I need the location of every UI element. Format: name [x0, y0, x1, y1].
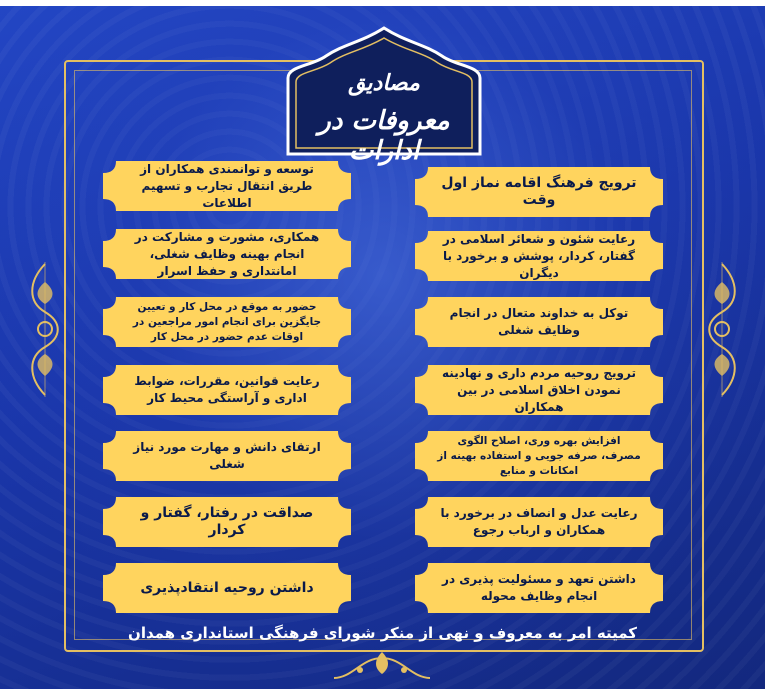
card-left-5	[102, 430, 352, 482]
card-right-3	[414, 296, 664, 348]
card-text: توکل به خداوند متعال در انجام وظایف شغلی	[449, 306, 629, 337]
right-ornament	[697, 262, 747, 397]
card-left-2	[102, 228, 352, 280]
card-text: ترویج روحیه مردم داری و نهادینه نمودن اخلاق اسلامی در بین همکاران	[442, 365, 636, 414]
title-box	[282, 26, 486, 166]
left-ornament	[20, 262, 70, 397]
card-left-3	[102, 296, 352, 348]
card-text: افزایش بهره وری، اصلاح الگوی مصرف، صرفه جویی و استفاده بهینه از امکانات و منابع	[437, 434, 641, 477]
card-right-2	[414, 230, 664, 282]
card-left-7	[102, 562, 352, 614]
card-right-5	[414, 430, 664, 482]
card-left-6	[102, 496, 352, 548]
card-text: رعایت عدل و انصاف در برخورد با همکاران و ارباب رجوع	[440, 506, 638, 537]
card-text: داشتن روحیه انتقادپذیری	[140, 579, 314, 596]
card-text: رعایت شئون و شعائر اسلامی در گفتار، کردار، پوشش و برخورد با دیگران	[442, 231, 636, 280]
top-strip	[0, 0, 765, 6]
card-text: ارتقای دانش و مهارت مورد نیاز شغلی	[133, 440, 321, 471]
card-right-6	[414, 496, 664, 548]
title-line-1: مصادیق	[348, 70, 420, 96]
card-text: همکاری، مشورت و مشارکت در انجام بهینه وظایف شغلی، امانتداری و حفظ اسرار	[134, 229, 320, 278]
card-text: توسعه و توانمندی همکاران از طریق انتقال تجارب و تسهیم اطلاعات	[140, 161, 314, 210]
title-line-2: معروفات در ادارات	[318, 106, 450, 166]
card-right-7	[414, 562, 664, 614]
card-right-4	[414, 364, 664, 416]
card-text: حضور به موقع در محل کار و تعیین جایگزین برای انجام امور مراجعین در اوقات عدم حضور در محل کار	[132, 300, 322, 343]
card-text: داشتن تعهد و مسئولیت پذیری در انجام وظایف محوله	[442, 572, 636, 603]
card-text: رعایت قوانین، مقررات، ضوابط اداری و آراستگی محیط کار	[134, 374, 320, 405]
card-left-4	[102, 364, 352, 416]
card-right-1	[414, 166, 664, 218]
card-text: صداقت در رفتار، گفتار و کردار	[140, 505, 314, 538]
card-text: ترویج فرهنگ اقامه نماز اول وقت	[441, 175, 637, 208]
bottom-ornament	[332, 648, 432, 684]
footer-credit: کمیته امر به معروف و نهی از منکر شورای فرهنگی استانداری همدان	[128, 624, 637, 642]
card-left-1	[102, 160, 352, 212]
